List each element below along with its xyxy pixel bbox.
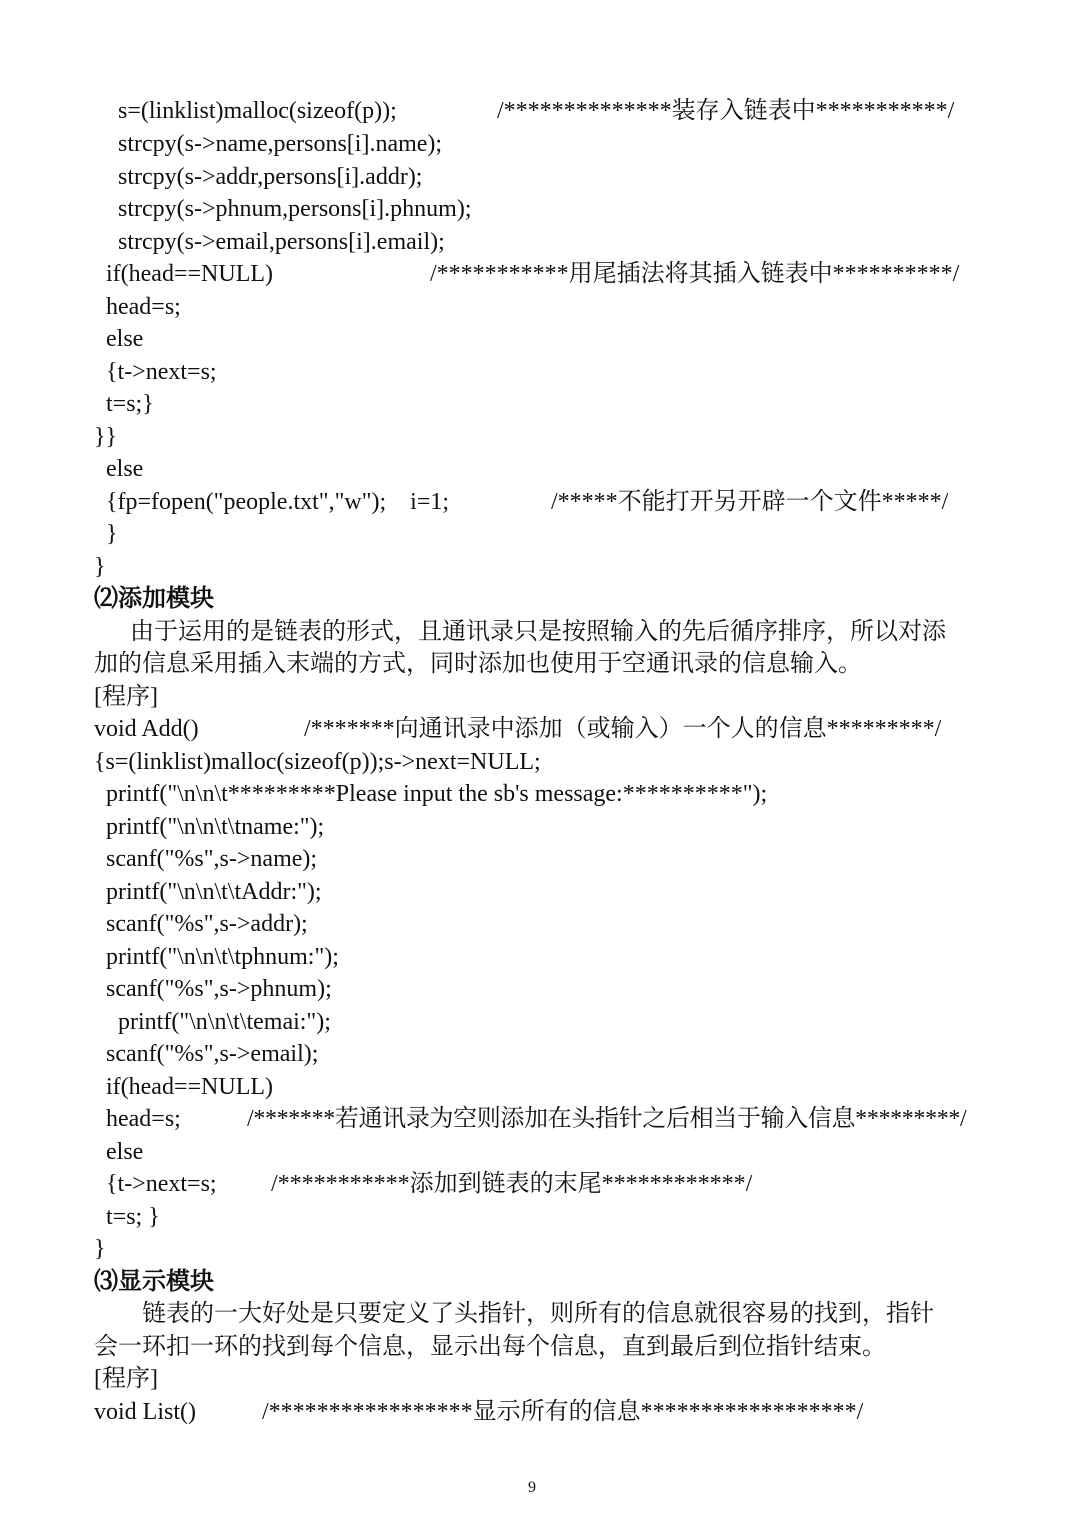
code-line: } — [94, 1236, 106, 1262]
code-comment: /*****不能打开另开辟一个文件*****/ — [551, 489, 949, 515]
code-comment: /***********用尾插法将其插入链表中**********/ — [430, 261, 960, 287]
code-line: {s=(linklist)malloc(sizeof(p));s->next=NULL; — [94, 749, 541, 775]
paragraph-line: 加的信息采用插入末端的方式，同时添加也使用于空通讯录的信息输入。 — [94, 651, 862, 677]
code-line: } — [106, 521, 118, 547]
code-line: else — [106, 456, 144, 482]
code-line: strcpy(s->addr,persons[i].addr); — [118, 164, 423, 190]
code-line: scanf("%s",s->email); — [106, 1041, 319, 1067]
paragraph-line: 会一环扣一环的找到每个信息，显示出每个信息，直到最后到位指针结束。 — [94, 1334, 886, 1360]
code-line: printf("\n\n\t\temai:"); — [118, 1009, 331, 1035]
code-line: t=s; } — [106, 1204, 160, 1230]
section-heading: ⑶显示模块 — [94, 1269, 214, 1295]
code-line: strcpy(s->name,persons[i].name); — [118, 131, 443, 157]
page-number: 9 — [528, 1479, 536, 1496]
code-line: scanf("%s",s->addr); — [106, 911, 308, 937]
program-label: [程序] — [94, 684, 158, 710]
code-line: else — [106, 326, 144, 352]
code-comment: /*****************显示所有的信息******************/ — [262, 1399, 864, 1425]
code-comment: /*******若通讯录为空则添加在头指针之后相当于输入信息*********/ — [247, 1106, 967, 1132]
code-line: t=s;} — [106, 391, 154, 417]
code-line: printf("\n\n\t\tphnum:"); — [106, 944, 339, 970]
code-comment: /*******向通讯录中添加（或输入）一个人的信息*********/ — [304, 716, 942, 742]
code-line: {t->next=s; — [106, 359, 217, 385]
code-line: printf("\n\n\t\tname:"); — [106, 814, 325, 840]
code-line: scanf("%s",s->phnum); — [106, 976, 332, 1002]
code-line: if(head==NULL) — [106, 261, 274, 287]
paragraph-line: 链表的一大好处是只要定义了头指针，则所有的信息就很容易的找到，指针 — [142, 1301, 934, 1327]
code-line: {fp=fopen("people.txt","w"); i=1; — [106, 489, 450, 515]
code-line: head=s; — [106, 294, 181, 320]
code-line: scanf("%s",s->name); — [106, 846, 318, 872]
code-line: void Add() — [94, 716, 199, 742]
code-line: } — [94, 554, 106, 580]
code-line: }} — [94, 424, 118, 450]
code-line: {t->next=s; — [106, 1171, 217, 1197]
section-heading: ⑵添加模块 — [94, 586, 214, 612]
code-line: printf("\n\n\t\tAddr:"); — [106, 879, 322, 905]
code-line: else — [106, 1139, 144, 1165]
code-comment: /**************装存入链表中***********/ — [497, 98, 955, 124]
code-line: void List() — [94, 1399, 196, 1425]
code-comment: /***********添加到链表的末尾************/ — [271, 1171, 753, 1197]
code-line: head=s; — [106, 1106, 181, 1132]
code-line: strcpy(s->email,persons[i].email); — [118, 229, 445, 255]
paragraph-line: 由于运用的是链表的形式，且通讯录只是按照输入的先后循序排序，所以对添 — [130, 619, 946, 645]
program-label: [程序] — [94, 1366, 158, 1392]
code-line: strcpy(s->phnum,persons[i].phnum); — [118, 196, 472, 222]
code-line: printf("\n\n\t*********Please input the sb's message:**********"); — [106, 781, 768, 807]
code-line: s=(linklist)malloc(sizeof(p)); — [118, 98, 397, 124]
code-line: if(head==NULL) — [106, 1074, 274, 1100]
